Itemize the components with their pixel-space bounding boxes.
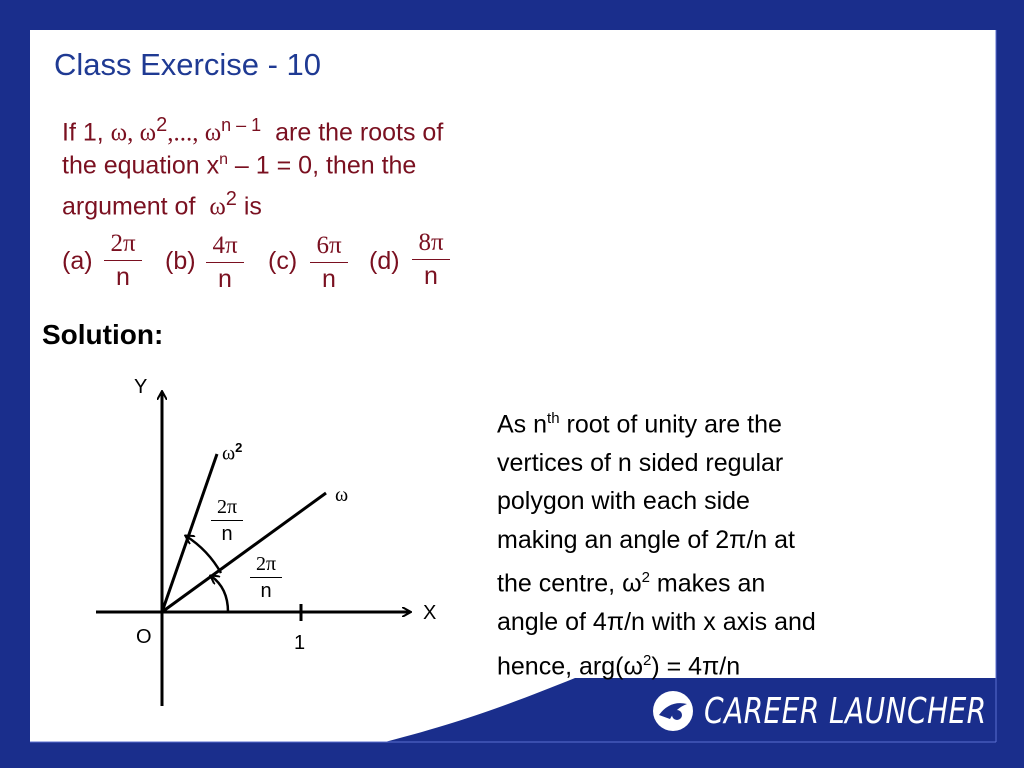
slide-title: Class Exercise - 10 bbox=[54, 47, 322, 82]
origin-label: O bbox=[136, 626, 152, 648]
x-axis-label: X bbox=[423, 602, 437, 624]
solution-heading: Solution: bbox=[42, 319, 164, 350]
option-b-label: (b) bbox=[165, 247, 196, 275]
omega-label: ω bbox=[335, 484, 349, 506]
option-d-fraction: 8π n bbox=[412, 229, 450, 290]
logo-icon bbox=[650, 688, 696, 734]
tick-label: 1 bbox=[294, 632, 306, 654]
option-c-label: (c) bbox=[268, 247, 298, 275]
option-c-fraction: 6π n bbox=[310, 232, 348, 293]
logo-wordmark: CAREER LAUNCHER bbox=[704, 690, 987, 732]
option-b-fraction: 4π n bbox=[206, 232, 244, 293]
omega-squared-label: $\omega^2$ bbox=[222, 440, 243, 465]
angle-arc-1 bbox=[211, 576, 228, 612]
career-launcher-logo bbox=[650, 688, 1024, 734]
option-a-label: (a) bbox=[62, 247, 93, 275]
omega-squared-ray bbox=[162, 454, 217, 612]
y-axis-label: Y bbox=[134, 376, 148, 398]
option-d-label: (d) bbox=[369, 247, 400, 275]
option-a-fraction: 2π n bbox=[104, 230, 142, 291]
question-line-2: the equation $x^n - 1 = 0$, then the bbox=[62, 151, 417, 180]
angle-2-fraction: 2π n bbox=[250, 553, 282, 602]
solution-explanation: As $n^{th}$ root of unity are the vertices of n sided regular polygon with each side making an angle of 2π/n at the centre, $\omega^2$ makes an angle of 4π/n with x axis and hence, $arg(\omega^2) = 4\pi/n$ bbox=[497, 410, 816, 680]
angle-1-fraction: 2π n bbox=[211, 496, 243, 545]
question-line-1: If 1, ω, $\omega^2$,..., $\omega^{n - 1}$ are the roots of bbox=[62, 114, 444, 147]
question-line-3: argument of $\omega^2$ is bbox=[62, 188, 262, 221]
omega-ray bbox=[162, 493, 326, 612]
